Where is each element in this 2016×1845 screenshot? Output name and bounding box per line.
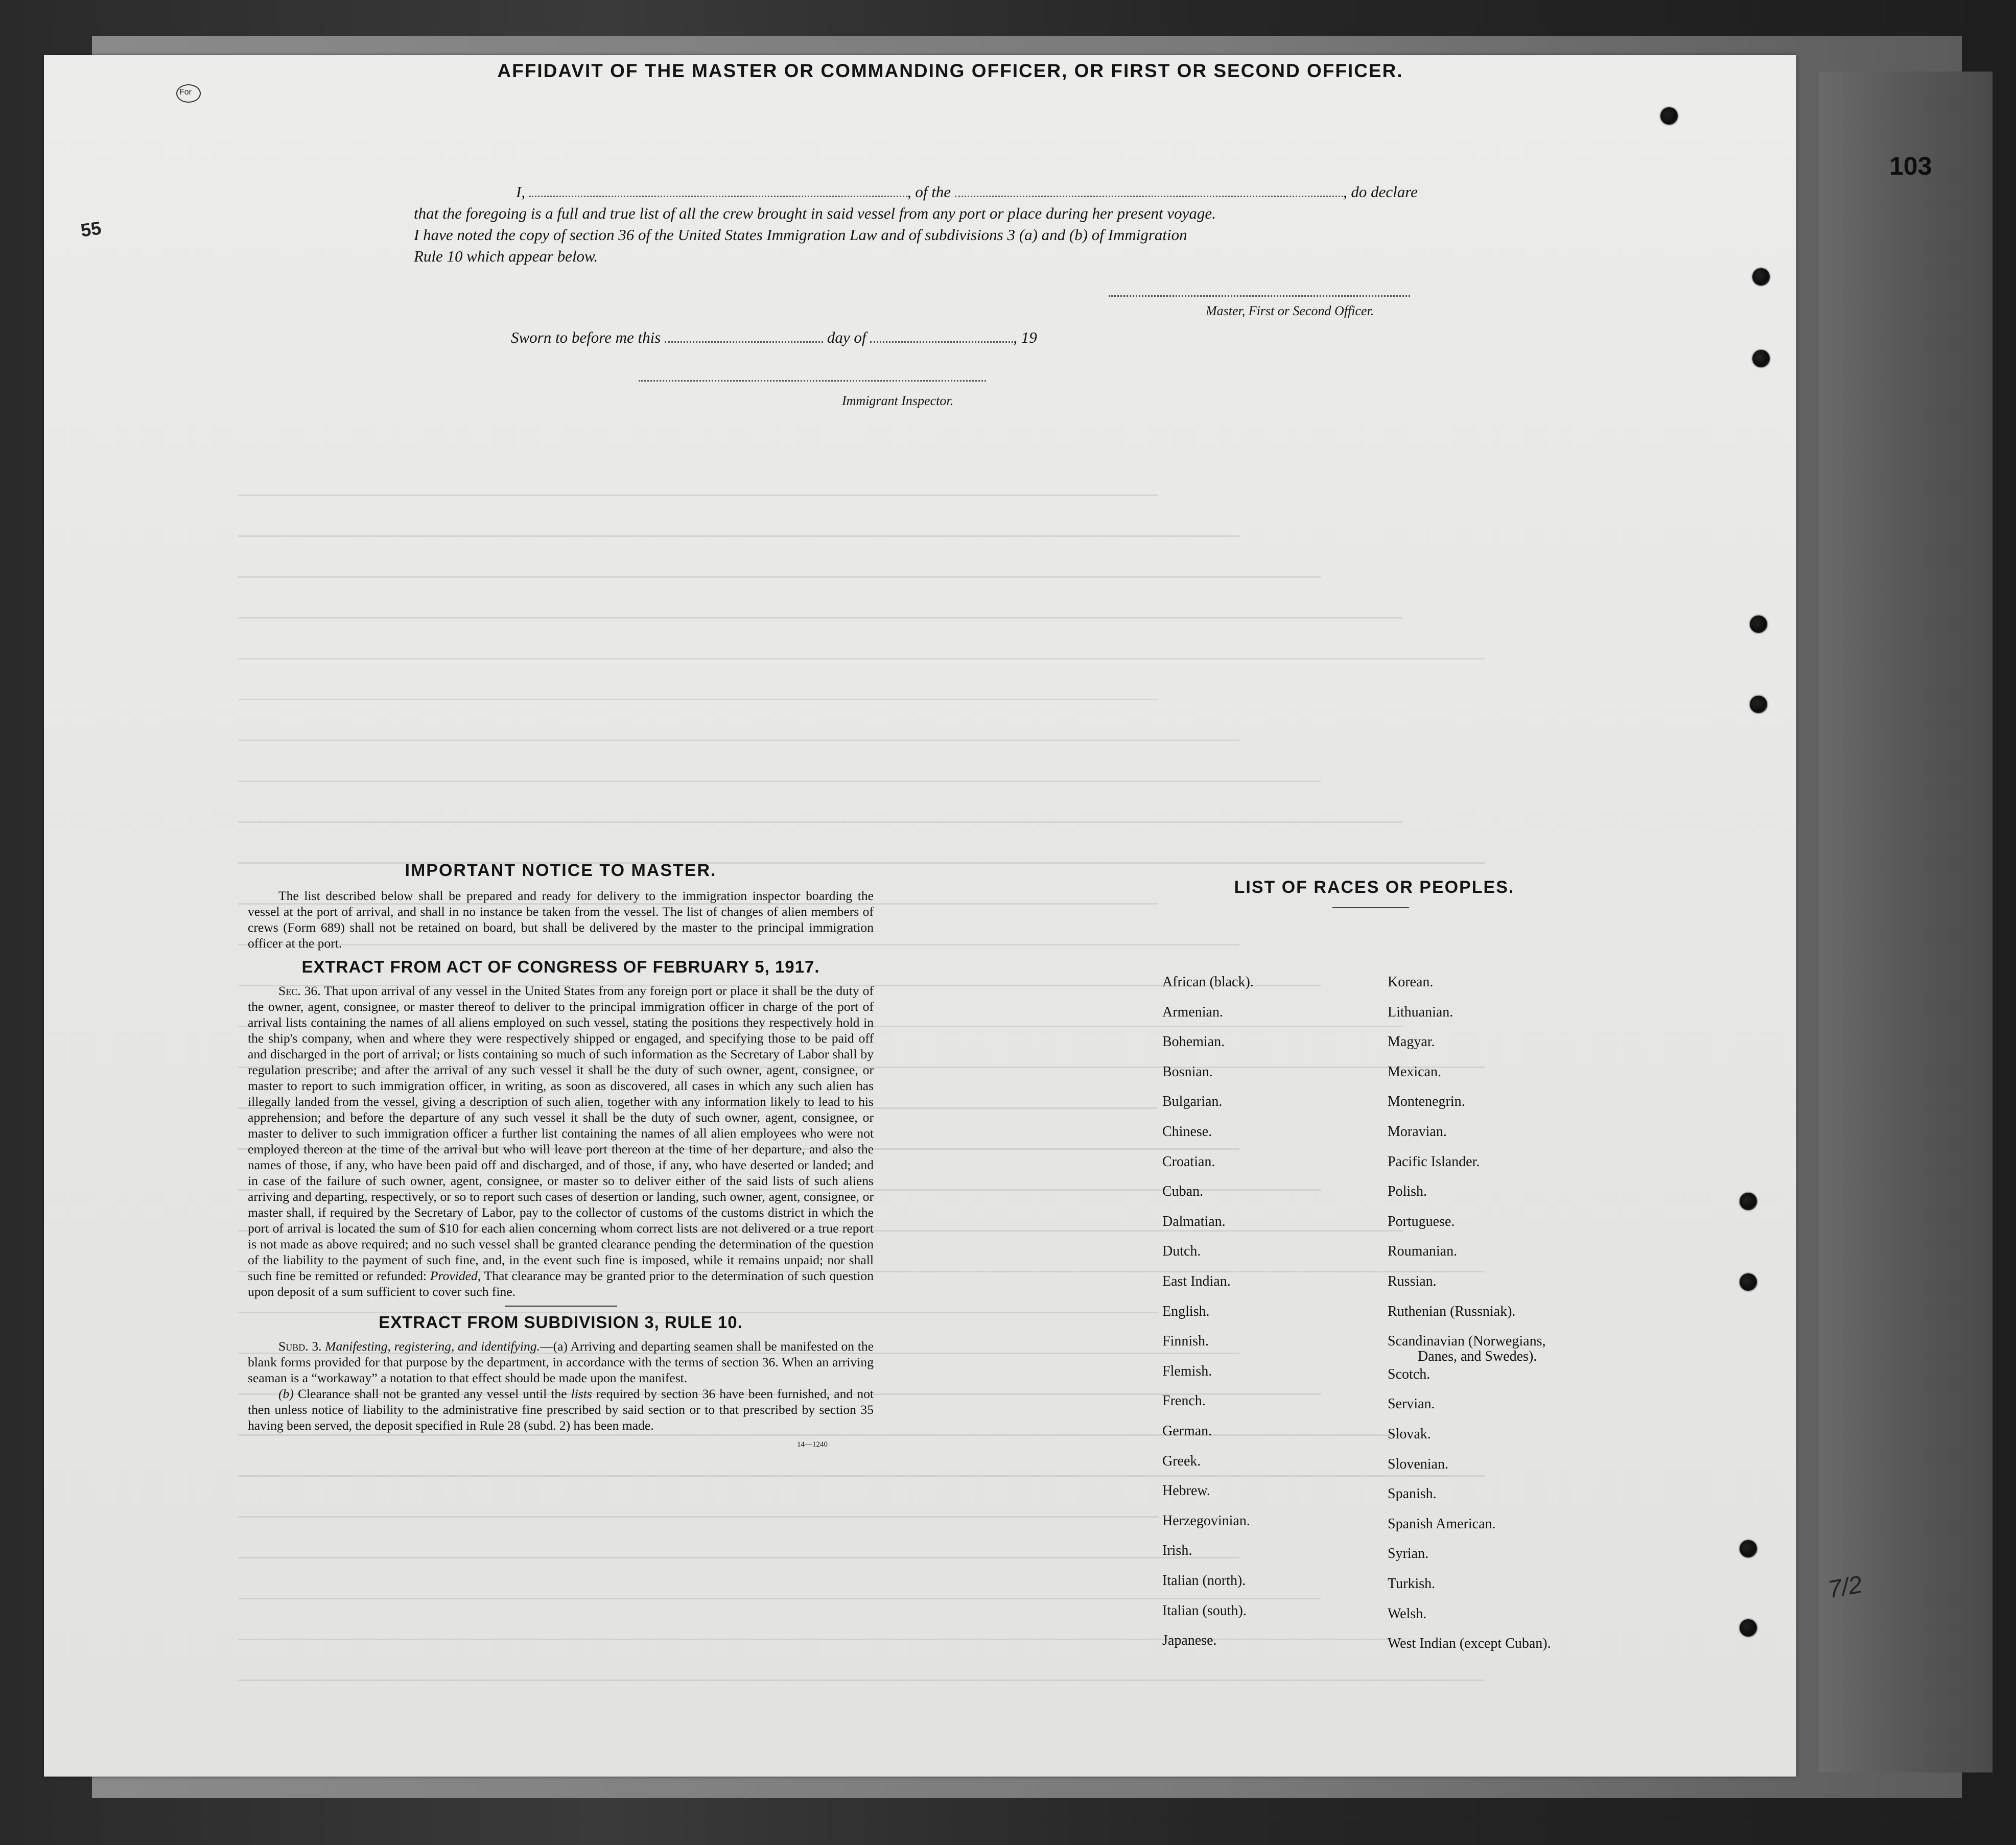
signer-caption: Master, First or Second Officer. xyxy=(1206,303,1374,318)
race-item: Magyar. xyxy=(1388,1034,1435,1050)
race-item: Italian (south). xyxy=(1162,1603,1247,1619)
para-b-text-1: Clearance shall not be granted any vessel until the xyxy=(297,1386,567,1401)
race-item: East Indian. xyxy=(1162,1273,1231,1289)
sworn-prefix: Sworn to before me this xyxy=(511,328,661,346)
race-item: Cuban. xyxy=(1162,1184,1204,1199)
sworn-month-blank[interactable] xyxy=(870,338,1013,343)
race-item: Spanish American. xyxy=(1388,1516,1496,1532)
notice-title: IMPORTANT NOTICE TO MASTER. xyxy=(405,861,717,880)
punch-hole xyxy=(1740,1273,1757,1291)
bleed-row xyxy=(238,535,1239,537)
section-36-text: That upon arrival of any vessel in the United States from any foreign port or place it shall be the duty of the owner, agent, consignee, or master thereof to deliver to the principal immigration officer in charge of the port of arrival lists containing the names of all aliens employed on such vessel, stating the positions they respectively hold in the ship's company, when and where they were respectively shipped or engaged, and specifying those to be paid off and discharged in the port of arrival; or lists containing so much of such information as the Secretary of Labor shall by regulation prescribe; and after the arrival of any such vessel it shall be the duty of such owner, agent, consignee, or master to report to such immigration officer, in writing, as soon as discovered, all cases in which any such alien has illegally landed from the vessel, giving a description of such alien, together with any information likely to lead to his apprehension; and before the departure of any such vessel it shall be the duty of such owner, agent, consignee, or master to deliver to such immigration officer a further list containing the names of all alien employees who were not employed thereon at the time of the arrival but who will leave port thereon at the time of her departure, and also the names of those, if any, who have been paid off and discharged, and of those, if any, who have deserted or landed; and in case of the failure of such owner, agent, consignee, or master so to deliver either of the said lists of such aliens arriving and departing, respectively, or so to report such cases of desertion or landing, such owner, agent, consignee, or master shall, if required by the Secretary of Labor, pay to the collector of customs of the customs district in which the port of arrival is located the sum of $10 for each alien concerning whom correct lists are not delivered or a true report is not made as above required; and no such vessel shall be granted clearance pending the determination of the question of the liability to the payment of such fine, and, in the event such fine is imposed, while it remains unpaid; nor shall such fine be remitted or refunded: xyxy=(248,983,874,1283)
punch-hole xyxy=(1740,1619,1757,1637)
race-item: Welsh. xyxy=(1388,1606,1427,1622)
notice-column xyxy=(248,861,874,1449)
race-item: Korean. xyxy=(1388,974,1434,990)
race-item: Turkish. xyxy=(1388,1576,1436,1592)
race-item: Moravian. xyxy=(1388,1124,1447,1140)
race-item-continuation: Danes, and Swedes). xyxy=(1418,1349,1537,1364)
inspector-caption: Immigrant Inspector. xyxy=(842,393,954,408)
race-item: Scotch. xyxy=(1388,1366,1431,1382)
race-item: Portuguese. xyxy=(1388,1214,1455,1229)
race-item: Hebrew. xyxy=(1162,1483,1210,1499)
margin-note: 7/2 xyxy=(1825,1571,1864,1604)
punch-hole xyxy=(1660,107,1678,125)
race-item: Syrian. xyxy=(1388,1546,1429,1562)
bleed-row xyxy=(238,576,1321,578)
race-item: Spanish. xyxy=(1388,1486,1437,1502)
race-item: Bulgarian. xyxy=(1162,1094,1223,1109)
section-36-text-end: That clearance may be granted prior to the determination of such question upon deposit of a sum sufficient to cover such fine. xyxy=(248,1268,874,1299)
extract-act-title: EXTRACT FROM ACT OF CONGRESS OF FEBRUARY 5, 1917. xyxy=(301,957,820,976)
affidavit-line-4: Rule 10 which appear below. xyxy=(414,247,598,265)
race-item: Greek. xyxy=(1162,1453,1201,1469)
extract-rule-title: EXTRACT FROM SUBDIVISION 3, RULE 10. xyxy=(379,1313,743,1332)
race-item: Italian (north). xyxy=(1162,1573,1246,1589)
vessel-blank[interactable] xyxy=(955,193,1343,197)
race-item: Dutch. xyxy=(1162,1243,1201,1259)
bleed-row xyxy=(238,1598,1321,1599)
race-item: Chinese. xyxy=(1162,1124,1212,1140)
para-a-marker: —(a) xyxy=(540,1339,568,1354)
sworn-day: day of xyxy=(827,328,866,346)
sworn-day-blank[interactable] xyxy=(665,338,823,343)
bleed-row xyxy=(238,658,1485,659)
inspector-signature-blank[interactable] xyxy=(639,377,986,382)
punch-hole xyxy=(1750,616,1767,633)
punch-hole xyxy=(1752,268,1770,286)
form-number: 14—1240 xyxy=(797,1440,828,1449)
race-item: Slovak. xyxy=(1388,1426,1431,1442)
race-item: Japanese. xyxy=(1162,1633,1217,1648)
corner-label: For xyxy=(179,88,192,97)
affidavit-declare: , do declare xyxy=(1343,183,1418,201)
punch-hole xyxy=(1740,1540,1757,1557)
race-item: Russian. xyxy=(1388,1273,1437,1289)
race-item: Dalmatian. xyxy=(1162,1214,1226,1229)
race-item: Scandinavian (Norwegians, xyxy=(1388,1333,1546,1349)
race-item: Servian. xyxy=(1388,1396,1435,1412)
subd-heading: Manifesting, registering, and identifying. xyxy=(325,1339,541,1354)
race-item: Irish. xyxy=(1162,1543,1192,1558)
races-title-rule xyxy=(1332,907,1409,908)
corner-stamp xyxy=(176,84,201,103)
race-item: English. xyxy=(1162,1304,1210,1319)
bleed-row xyxy=(238,494,1158,496)
affidavit-line-2: that the foregoing is a full and true list of all the crew brought in said vessel from any port or place during her present voyage. xyxy=(414,204,1216,222)
race-item: Finnish. xyxy=(1162,1333,1209,1349)
race-item: Polish. xyxy=(1388,1184,1427,1199)
races-title: LIST OF RACES OR PEOPLES. xyxy=(1234,878,1515,897)
bleed-row xyxy=(238,1557,1239,1558)
para-b-text-2: required by section 36 have been furnished, and not then unless notice of liability to the administrative fine prescribed by said section or to that prescribed by section 35 having been served, the deposit specified in Rule 28 (subd. 2) has been made. xyxy=(248,1386,874,1433)
punch-hole xyxy=(1752,350,1770,367)
race-item: Ruthenian (Russniak). xyxy=(1388,1304,1516,1319)
race-item: Slovenian. xyxy=(1388,1456,1448,1472)
race-item: African (black). xyxy=(1162,974,1254,990)
punch-hole xyxy=(1750,696,1767,713)
affidavit-line-3: I have noted the copy of section 36 of the United States Immigration Law and of subdivisions 3 (a) and (b) of Immigration xyxy=(414,226,1187,244)
bleed-row xyxy=(238,1475,1485,1477)
bleed-row xyxy=(238,1680,1485,1681)
race-item: Lithuanian. xyxy=(1388,1004,1454,1020)
race-item: French. xyxy=(1162,1393,1206,1409)
section-divider xyxy=(505,1306,617,1307)
underlying-sheet-edge xyxy=(1819,72,1992,1772)
affidavit-line-1 xyxy=(414,183,1418,201)
race-item: Roumanian. xyxy=(1388,1243,1458,1259)
race-item: Croatian. xyxy=(1162,1154,1215,1170)
bleed-row xyxy=(238,821,1403,823)
master-signature-blank[interactable] xyxy=(1109,292,1410,297)
notice-text: The list described below shall be prepared and ready for delivery to the immigration inspector boarding the vessel at the port of arrival, and shall in no instance be taken from the vessel. The list of changes of alien members of crews (Form 689) shall not be retained on board, but shall be delivered by the master to the principal immigration officer at the port. xyxy=(248,888,874,951)
punch-hole xyxy=(1740,1193,1757,1210)
rule-para-a xyxy=(248,1338,874,1386)
subd-label: Subd. 3. xyxy=(278,1339,322,1354)
race-item: Bohemian. xyxy=(1162,1034,1225,1050)
bleed-row xyxy=(238,617,1403,619)
name-blank[interactable] xyxy=(529,193,907,197)
side-mark: 55 xyxy=(79,217,103,241)
bleed-row xyxy=(238,1639,1403,1640)
bleed-row xyxy=(238,780,1321,782)
race-item: Herzegovinian. xyxy=(1162,1513,1250,1529)
sworn-line xyxy=(511,328,1037,347)
bleed-row xyxy=(238,699,1158,700)
sworn-year: , 19 xyxy=(1013,328,1037,346)
bleed-row xyxy=(238,1516,1158,1518)
race-item: Bosnian. xyxy=(1162,1064,1213,1080)
race-item: German. xyxy=(1162,1423,1212,1439)
extract-act-text xyxy=(248,983,874,1299)
section-label: Sec. 36. xyxy=(278,983,321,998)
provided-word: Provided, xyxy=(430,1268,481,1283)
bleed-row xyxy=(238,740,1239,741)
para-a-text: Arriving and departing seamen shall be manifested on the blank forms provided for that purpose by the department, in accordance with the terms of section 36. When an arriving seaman is a “workaway” a notation to that effect should be made upon the manifest. xyxy=(248,1339,874,1385)
race-item: Pacific Islander. xyxy=(1388,1154,1480,1170)
rule-para-b xyxy=(248,1386,874,1433)
affidavit-of-the: , of the xyxy=(907,183,951,201)
race-item: Mexican. xyxy=(1388,1064,1441,1080)
affidavit-title: AFFIDAVIT OF THE MASTER OR COMMANDING OFFICER, OR FIRST OR SECOND OFFICER. xyxy=(497,60,1403,81)
affidavit-i: I, xyxy=(516,183,526,201)
para-b-marker: (b) xyxy=(278,1386,294,1401)
race-item: Flemish. xyxy=(1162,1363,1212,1379)
race-item: Montenegrin. xyxy=(1388,1094,1465,1109)
race-item: West Indian (except Cuban). xyxy=(1388,1636,1551,1651)
para-b-lists: lists xyxy=(571,1386,592,1401)
page-number: 103 xyxy=(1889,152,1932,180)
race-item: Armenian. xyxy=(1162,1004,1223,1020)
